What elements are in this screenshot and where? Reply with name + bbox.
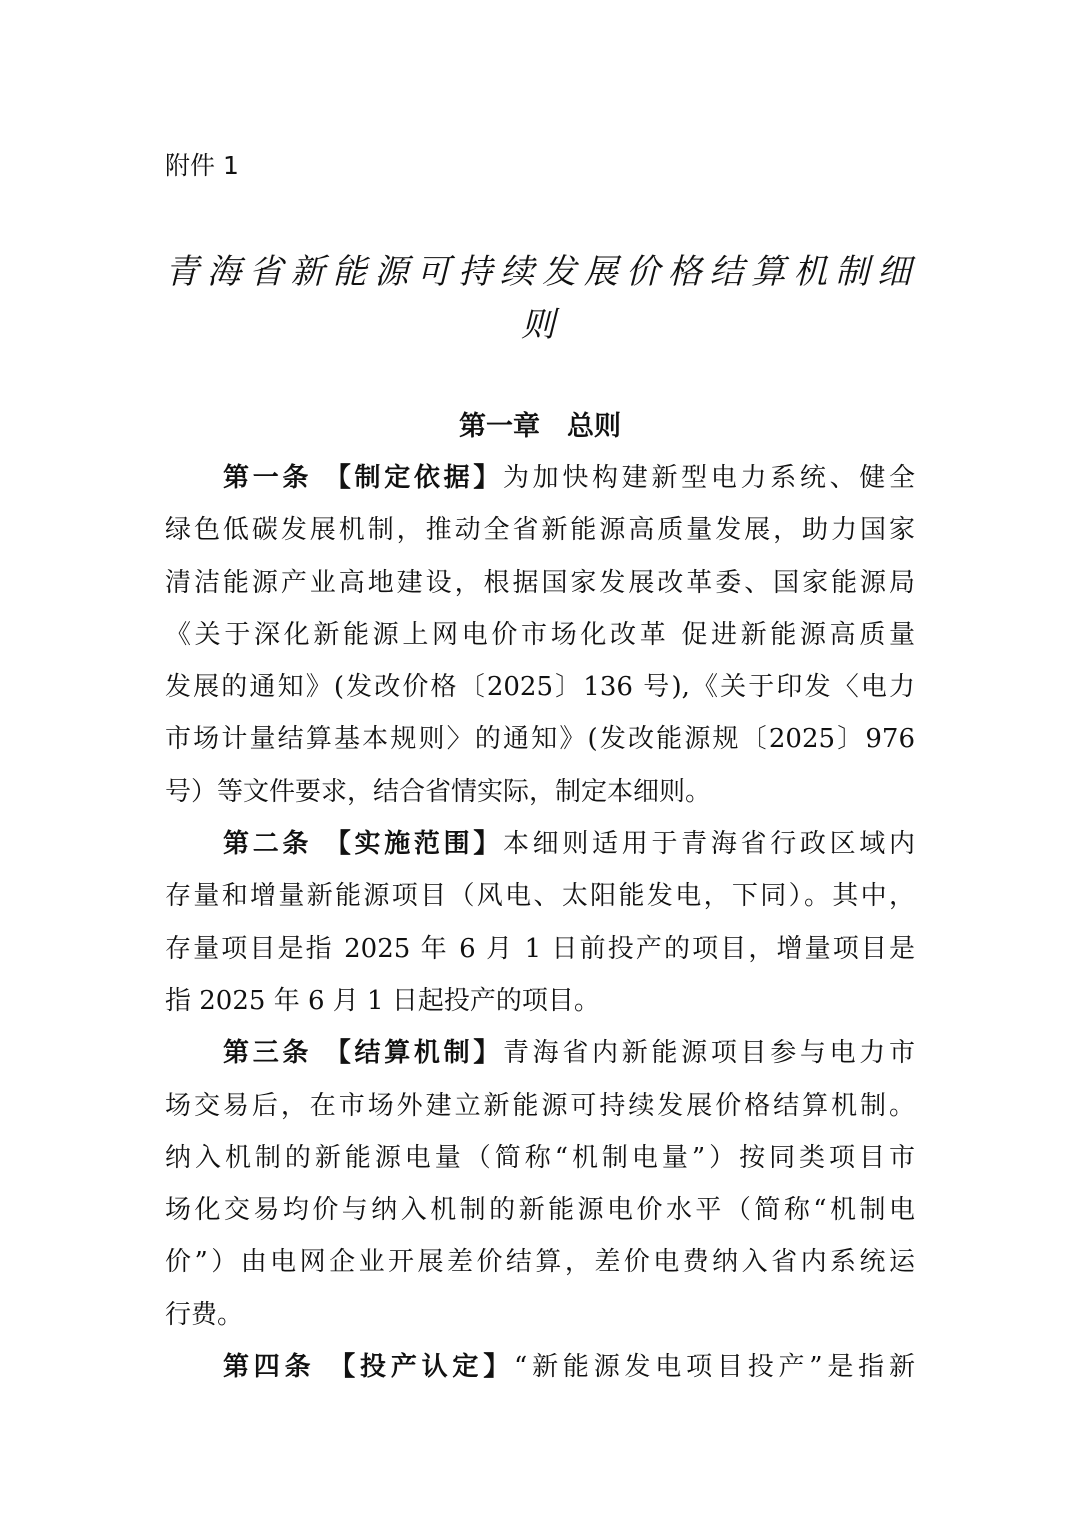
- article-text-line: 场化交易均价与纳入机制的新能源电价水平（简称“机制电: [165, 1195, 915, 1226]
- article-text: 本细则适用于青海省行政区域内: [502, 829, 915, 860]
- article-text: 青海省内新能源项目参与电力市: [502, 1038, 915, 1069]
- article-text-line: 存量项目是指 2025 年 6 月 1 日前投产的项目，增量项目是: [165, 933, 915, 964]
- chapter-heading: 第一章 总则: [459, 411, 621, 442]
- article-heading: 第四条 【投产认定】: [223, 1352, 515, 1383]
- article-first-line: [165, 1027, 915, 1079]
- article-first-line: [165, 1341, 915, 1393]
- article-text-line: 存量和增量新能源项目（风电、太阳能发电，下同）。其中，: [165, 881, 915, 912]
- document-body: [165, 452, 915, 1393]
- article-text-line: 价”）由电网企业开展差价结算，差价电费纳入省内系统运: [165, 1247, 915, 1278]
- article-text-line: 清洁能源产业高地建设，根据国家发展改革委、国家能源局: [165, 567, 915, 598]
- article-first-line: [165, 818, 915, 870]
- article-text: “新能源发电项目投产”是指新: [514, 1352, 915, 1383]
- article-text-line: 纳入机制的新能源电量（简称“机制电量”）按同类项目市: [165, 1142, 915, 1173]
- document-title-line-2: 则: [521, 305, 559, 345]
- article-text-line: 发展的通知》(发改价格〔2025〕136 号),《关于印发〈电力: [165, 672, 915, 703]
- article-text-line: 指 2025 年 6 月 1 日起投产的项目。: [165, 985, 600, 1016]
- article-text: 为加快构建新型电力系统、健全: [502, 463, 915, 493]
- article-text-line: 场交易后，在市场外建立新能源可持续发展价格结算机制。: [165, 1090, 915, 1121]
- article-heading: 第一条 【制定依据】: [223, 463, 503, 493]
- document-title-line-1: 青海省新能源可持续发展价格结算机制细: [165, 252, 915, 292]
- article-text-line: 市场计量结算基本规则〉的通知》(发改能源规〔2025〕976: [165, 724, 915, 755]
- article-text-line: 《关于深化新能源上网电价市场化改革 促进新能源高质量: [165, 619, 915, 650]
- article-text-line: 绿色低碳发展机制，推动全省新能源高质量发展，助力国家: [165, 515, 915, 546]
- attachment-label: 附件 1: [165, 151, 239, 180]
- article-first-line: [165, 452, 915, 504]
- article-heading: 第二条 【实施范围】: [223, 829, 503, 860]
- article-text-line: 行费。: [165, 1299, 244, 1330]
- article-text-line: 号）等文件要求，结合省情实际，制定本细则。: [165, 776, 712, 807]
- article-heading: 第三条 【结算机制】: [223, 1038, 503, 1069]
